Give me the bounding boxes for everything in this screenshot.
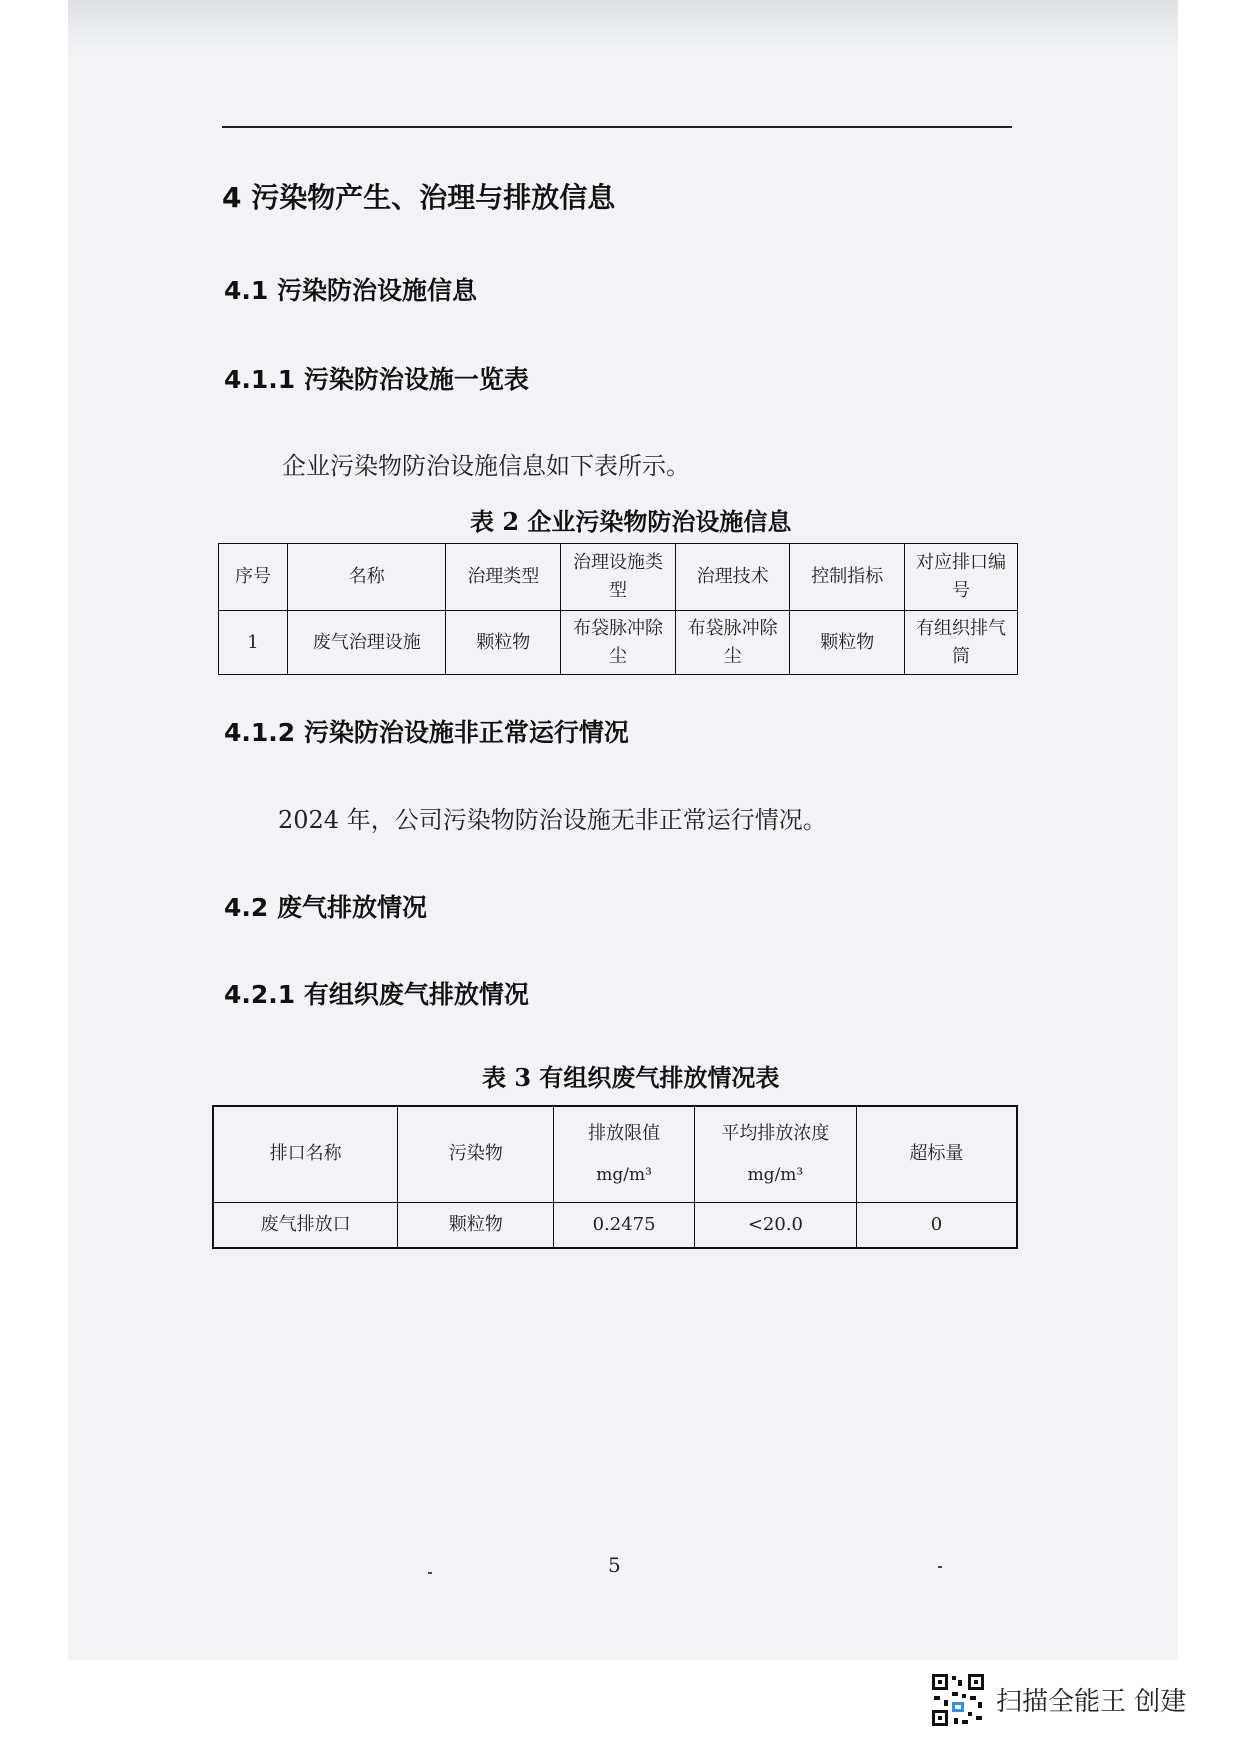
table3-emissions bbox=[212, 1105, 1018, 1249]
heading-4-1-1: 4.1.1 污染防治设施一览表 bbox=[224, 365, 529, 394]
table3-header-cell bbox=[554, 1106, 694, 1202]
scan-top-shadow bbox=[68, 0, 1178, 50]
table3-header-cell: 排口名称 bbox=[213, 1106, 398, 1202]
abnormal-operation-text: 2024 年，公司污染物防治设施无非正常运行情况。 bbox=[278, 806, 827, 834]
table2-header-cell: 治理设施类型 bbox=[561, 544, 676, 611]
table3-cell-exceedance: 0 bbox=[857, 1202, 1017, 1248]
table3-header-label: 平均排放浓度 bbox=[721, 1123, 830, 1145]
table3-cell-concentration: <20.0 bbox=[694, 1202, 856, 1248]
table3-header-unit: mg/m³ bbox=[596, 1165, 652, 1186]
heading-4-1: 4.1 污染防治设施信息 bbox=[224, 276, 477, 305]
table-row bbox=[219, 611, 1018, 675]
header-rule bbox=[222, 126, 1012, 128]
table2-caption: 表 2 企业污染物防治设施信息 bbox=[470, 507, 792, 536]
heading-4-2: 4.2 废气排放情况 bbox=[224, 893, 427, 922]
table2-cell-index: 1 bbox=[219, 611, 288, 675]
table3-cell-outlet: 废气排放口 bbox=[213, 1202, 398, 1248]
table2-cell-outlet: 有组织排气筒 bbox=[905, 611, 1018, 675]
table2-header-cell: 对应排口编号 bbox=[905, 544, 1018, 611]
table2-header-cell: 名称 bbox=[288, 544, 446, 611]
table2-cell-facility-type: 布袋脉冲除尘 bbox=[561, 611, 676, 675]
table3-header-cell: 超标量 bbox=[857, 1106, 1017, 1202]
page-number: 5 bbox=[608, 1553, 621, 1577]
table3-header-cell: 污染物 bbox=[398, 1106, 554, 1202]
table2-cell-technology: 布袋脉冲除尘 bbox=[675, 611, 790, 675]
table3-header-cell bbox=[694, 1106, 856, 1202]
table2-cell-indicator: 颗粒物 bbox=[790, 611, 905, 675]
intro-paragraph: 企业污染物防治设施信息如下表所示。 bbox=[282, 452, 690, 480]
table2-header-row bbox=[219, 544, 1018, 611]
scan-speck bbox=[428, 1572, 432, 1574]
table3-header-unit: mg/m³ bbox=[747, 1165, 804, 1186]
heading-4-1-2: 4.1.2 污染防治设施非正常运行情况 bbox=[224, 718, 629, 747]
table2-cell-type: 颗粒物 bbox=[446, 611, 561, 675]
table2-header-cell: 控制指标 bbox=[790, 544, 905, 611]
table3-caption: 表 3 有组织废气排放情况表 bbox=[482, 1063, 780, 1092]
table2-header-cell: 序号 bbox=[219, 544, 288, 611]
qr-code-icon bbox=[930, 1672, 986, 1728]
scan-speck bbox=[938, 1566, 942, 1568]
table2-facilities bbox=[218, 543, 1018, 675]
table3-cell-limit: 0.2475 bbox=[554, 1202, 694, 1248]
table3-cell-pollutant: 颗粒物 bbox=[398, 1202, 554, 1248]
table3-header-row bbox=[213, 1106, 1017, 1202]
heading-4-2-1: 4.2.1 有组织废气排放情况 bbox=[224, 980, 529, 1009]
table2-cell-name: 废气治理设施 bbox=[288, 611, 446, 675]
section-title: 4 污染物产生、治理与排放信息 bbox=[222, 181, 616, 214]
table2-header-cell: 治理技术 bbox=[675, 544, 790, 611]
table-row bbox=[213, 1202, 1017, 1248]
table3-header-label: 排放限值 bbox=[588, 1123, 661, 1145]
scanner-watermark: 扫描全能王 创建 bbox=[996, 1687, 1187, 1717]
table2-header-cell: 治理类型 bbox=[446, 544, 561, 611]
